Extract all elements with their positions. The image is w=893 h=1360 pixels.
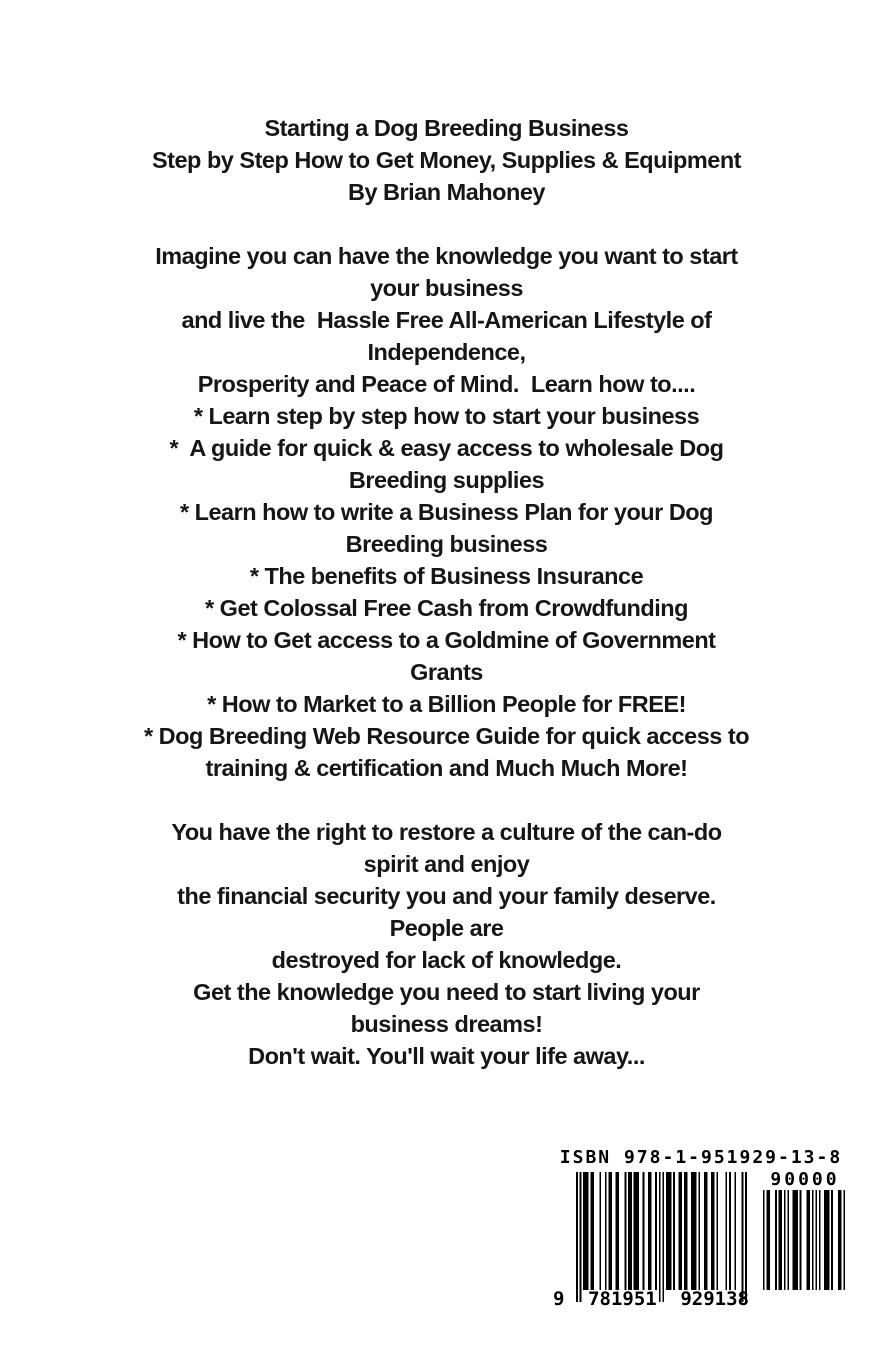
body-line xyxy=(0,784,893,816)
ean5-addon-barcode xyxy=(761,1190,846,1290)
isbn-number: ISBN 978-1-951929-13-8 xyxy=(559,1147,843,1168)
body-line: the financial security you and your family deserve. xyxy=(177,883,716,909)
body-line: * The benefits of Business Insurance xyxy=(249,563,644,589)
body-line: Don't wait. You'll wait your life away... xyxy=(248,1043,645,1069)
body-line: * Dog Breeding Web Resource Guide for quick access to xyxy=(143,723,750,749)
body-line: You have the right to restore a culture of the can-do xyxy=(171,819,722,845)
body-line: * Learn step by step how to start your business xyxy=(193,403,700,429)
body-line: Prosperity and Peace of Mind. Learn how to.... xyxy=(197,371,696,397)
body-line: Breeding business xyxy=(345,531,548,557)
body-line: Breeding supplies xyxy=(348,467,545,493)
barcode-addon-value: 90000 xyxy=(770,1169,840,1190)
body-line: People are xyxy=(389,915,504,941)
title-line: Step by Step How to Get Money, Supplies & Equipment xyxy=(151,147,742,173)
body-line: Get the knowledge you need to start living your xyxy=(193,979,700,1005)
body-line: training & certification and Much Much More! xyxy=(205,755,688,781)
title-line: By Brian Mahoney xyxy=(347,179,546,205)
body-line: * Get Colossal Free Cash from Crowdfunding xyxy=(205,595,688,621)
body-line: * A guide for quick & easy access to wholesale Dog xyxy=(169,435,724,461)
body-line: * How to Get access to a Goldmine of Government xyxy=(177,627,716,653)
body-line: Grants xyxy=(410,659,483,685)
barcode-digit-group1: 781951 xyxy=(588,1288,657,1310)
title-block xyxy=(0,112,893,208)
body-line: Independence, xyxy=(367,339,526,365)
body-line: * Learn how to write a Business Plan for your Dog xyxy=(179,499,714,525)
barcode-digit-prefix: 9 xyxy=(553,1288,565,1310)
body-line: spirit and enjoy xyxy=(363,851,530,877)
body-line: business dreams! xyxy=(350,1011,543,1037)
barcode-block xyxy=(545,1148,850,1318)
ean13-barcode xyxy=(576,1172,747,1303)
body-line: and live the Hassle Free All-American Lifestyle of xyxy=(181,307,712,333)
barcode-digits xyxy=(553,1288,749,1310)
title-line: Starting a Dog Breeding Business xyxy=(264,115,629,141)
body-line: * How to Market to a Billion People for FREE! xyxy=(207,691,686,717)
body-line: Imagine you can have the knowledge you want to start xyxy=(155,243,738,269)
body-line: your business xyxy=(370,275,523,301)
barcode-digit-group2: 929138 xyxy=(680,1288,749,1310)
description-block xyxy=(0,240,893,1072)
body-line: destroyed for lack of knowledge. xyxy=(271,947,622,973)
